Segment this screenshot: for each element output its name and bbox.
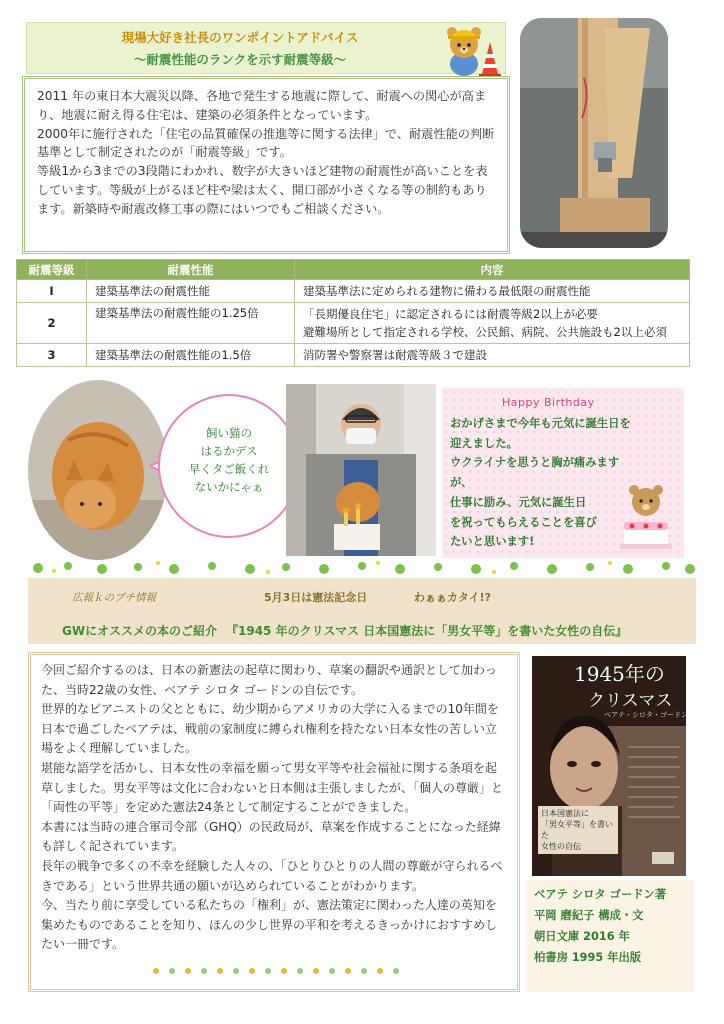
book-recommend-label: GWにオススメの本のご紹介: [62, 624, 217, 638]
cover-year-text: 1945年の: [574, 662, 665, 686]
content-line: 避難場所として指定される学校、公民館、病院、公共施設も2以上必須: [303, 325, 667, 339]
book-review-box: [28, 652, 520, 992]
wood-frame-photo: [520, 18, 668, 248]
dot-divider: [150, 966, 410, 976]
content-line: 消防署や警察署は耐震等級３で建設: [303, 348, 487, 362]
table-header-cell: 耐震等級: [17, 260, 87, 280]
bear-cake-icon: [616, 480, 676, 556]
bubble-line: 早くタご飯くれ: [188, 462, 270, 476]
info-label: 広報ｋのプチ情報: [72, 592, 156, 604]
birthday-message: [450, 414, 638, 552]
credit-line: ベアテ シロタ ゴードン著: [534, 888, 667, 901]
birthday-line: たいと思います!: [450, 535, 535, 549]
constitution-day-text: 5月3日は憲法記念日: [264, 591, 368, 604]
header-title: 現場大好き社長のワンポイントアドバイス: [121, 30, 359, 45]
cover-main-title: クリスマス: [588, 691, 673, 711]
book-paragraph: 本書には当時の連合軍司令部（GHQ）の民政局が、草案を作成することになった経緯も詳しく記されています。: [41, 819, 501, 854]
book-paragraph: 堪能な語学を活かし、日本女性の幸福を願って男女平等や社会福祉に関する条項を起草しました。男女平等は文化に合わないと日本側は主張しましたが、「個人の尊厳」と「両性の平等」を定めた憲法24条として制定することができました。: [41, 760, 504, 815]
speech-bubble-text: [170, 424, 288, 496]
content-cell: [295, 344, 690, 367]
book-credits: [526, 880, 694, 992]
table-row: [17, 303, 690, 344]
grade-cell: Ⅰ: [17, 280, 87, 303]
cover-caption-line: 日本国憲法に: [541, 809, 589, 818]
cover-caption: [538, 806, 618, 854]
president-with-cat-photo: [286, 384, 436, 556]
content-line: 建築基準法に定められる建物に備わる最低限の耐震性能: [303, 284, 591, 298]
table-header-cell: 耐震性能: [87, 260, 295, 280]
table-header-cell: 内容: [295, 260, 690, 280]
content-cell: [295, 280, 690, 303]
birthday-line: ウクライナを思うと胸が痛みますが、: [450, 456, 620, 490]
intro-paragraph: 2011 年の東日本大震災以降、各地で発生する地震に際して、耐震への関心が高まり、地震に耐え得る住宅は、建築の必須条件となっています。: [37, 89, 487, 122]
book-title: 『1945 年のクリスマス 日本国憲法に「男女平等」を書いた女性の自伝』: [226, 624, 628, 638]
bubble-line: はるかデス: [200, 444, 258, 458]
birthday-title: Happy Birthday: [502, 396, 595, 409]
bubble-line: 飼い猫の: [206, 426, 252, 440]
credit-line: 柏書房 1995 年出版: [534, 951, 642, 964]
traffic-cone-icon: [478, 40, 502, 80]
birthday-line: を祝ってもらえることを喜び: [450, 515, 597, 529]
performance-cell: 建築基準法の耐震性能の1.25倍: [87, 303, 295, 344]
header-subtitle: 〜耐震性能のランクを示す耐震等級〜: [133, 52, 347, 67]
credit-line: 平岡 磨紀子 構成・文: [534, 909, 644, 922]
table-row: [17, 344, 690, 367]
exclaim-text: わぁぁカタイ!?: [414, 591, 492, 604]
intro-text-box: [22, 76, 510, 254]
book-paragraph: 長年の戦争で多くの不幸を経験した人々の、「ひとりひとりの人間の尊厳が守られるべきである」という世界共通の願いが込められていることがわかります。: [41, 858, 503, 893]
intro-paragraph: 2000年に施行された「住宅の品質確保の推進等に関する法律」で、耐震性能の判断基準として制定されたのが「耐震等級」です。: [37, 126, 495, 160]
clover-divider: [28, 557, 698, 579]
birthday-line: 迎えました。: [450, 436, 518, 450]
cover-caption-line: 「男女平等」を書いた: [541, 820, 613, 840]
content-cell: [295, 303, 690, 344]
intro-paragraph: 等級1から3までの3段階にわかれ、数字が大きいほど建物の耐震性が高いことを表しています。等級が上がるほど柱や梁は太く、開口部が小さくなる等の制約もあります。新築時や耐震改修工事の際にはいつでもご相談ください。: [37, 164, 488, 216]
birthday-line: おかげさまで今年も元気に誕生日を: [450, 417, 631, 430]
performance-cell: 建築基準法の耐震性能: [87, 280, 295, 303]
book-paragraph: 世界的なピアニストの父とともに、幼少期からアメリカの大学に入るまでの10年間を日本で過ごしたベアテは、戦前の家制度に縛られ権利を持たない日本女性の苦しい立場をよく理解していました。: [41, 702, 499, 756]
cover-caption-line: 女性の自伝: [541, 842, 581, 851]
performance-cell: 建築基準法の耐震性能の1.5倍: [87, 344, 295, 367]
grade-cell: 3: [17, 344, 87, 367]
bubble-line: ないかにゃぁ: [194, 480, 264, 494]
book-paragraph: 今、当たり前に享受している私たちの「権利」が、憲法策定に関わった人達の英知を集めたものであることを知り、ほんの少し世界の平和を考えるきっかけにおすすめしたい一冊です。: [41, 898, 498, 952]
credit-line: 朝日文庫 2016 年: [534, 930, 630, 943]
cover-author: ベアテ・シロタ・ゴードン: [604, 711, 688, 719]
birthday-line: 仕事に励み、元気に誕生日: [450, 495, 587, 509]
content-line: 「長期優良住宅」に認定されるには耐震等級2以上が必要: [303, 307, 598, 321]
grade-cell: 2: [17, 303, 87, 344]
table-header-row: [17, 260, 690, 280]
seismic-grade-table: [16, 259, 690, 367]
cat-photo: [28, 380, 168, 560]
book-paragraph: 今回ご紹介するのは、日本の新憲法の起草に関わり、草案の翻訳や通訳として加わった、当時22歳の女性、ベアテ シロタ ゴードンの自伝です。: [41, 663, 497, 697]
table-row: [17, 280, 690, 303]
